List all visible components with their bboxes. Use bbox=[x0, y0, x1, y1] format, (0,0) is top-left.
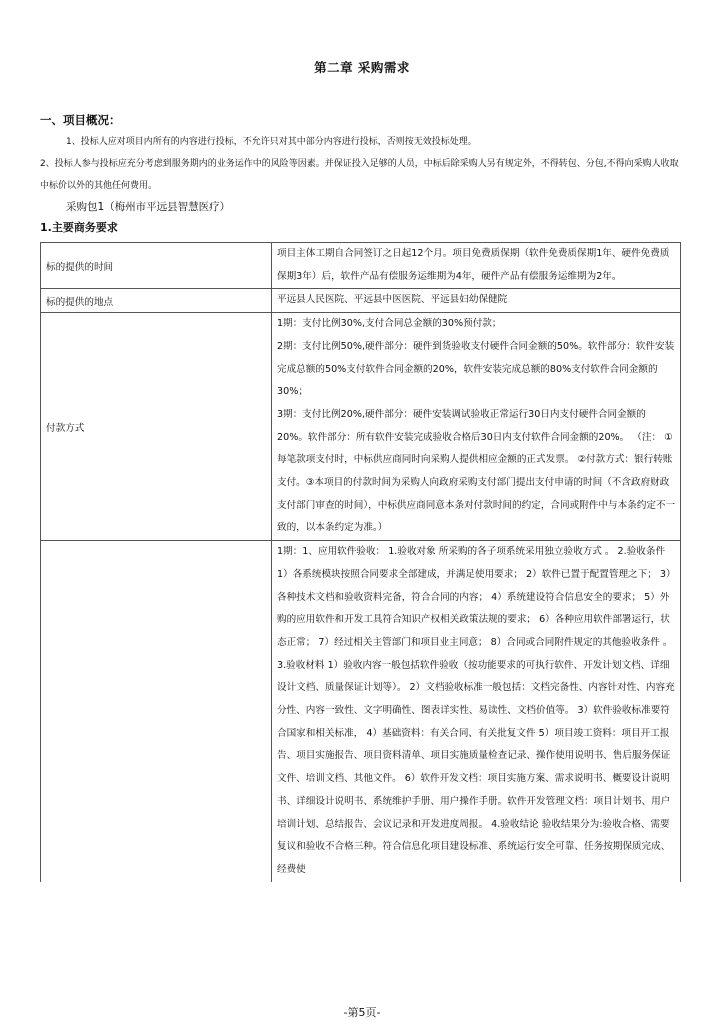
commercial-requirements-table bbox=[40, 242, 681, 882]
chapter-title: 第二章 采购需求 bbox=[314, 60, 410, 75]
page-number: -第5页- bbox=[343, 1006, 381, 1019]
row-label: 付款方式 bbox=[41, 313, 272, 541]
requirements-heading: 1.主要商务要求 bbox=[40, 221, 118, 234]
payment-phase-2: 2期：支付比例50%,硬件部分：硬件到货验收支付硬件合同金额的50%。软件部分：软件安装完成总额的50%支付软件合同金额的20%，软件安装完成总额的80%支付软件合同金额的30%； bbox=[277, 340, 675, 398]
payment-phase-1: 1期：支付比例30%,支付合同总金额的30%预付款； bbox=[277, 318, 502, 330]
row-label: 标的提供的时间 bbox=[41, 243, 272, 289]
paragraph-1: 1、投标人应对项目内所有的内容进行投标，不允许只对其中部分内容进行投标，否则按无效投标处理。 bbox=[66, 137, 477, 147]
row-value: 项目主体工期自合同签订之日起12个月。项目免费质保期（软件免费质保期1年、硬件免费质保期3年）后，软件产品有偿服务运维期为4年，硬件产品有偿服务运维期为2年。 bbox=[272, 243, 681, 289]
row-value bbox=[272, 313, 681, 541]
table-row bbox=[41, 313, 681, 541]
table-row bbox=[41, 289, 681, 313]
row-value: 平远县人民医院、平远县中医医院、平远县妇幼保健院 bbox=[272, 289, 681, 313]
section-heading: 一、项目概况： bbox=[40, 113, 121, 127]
table-row bbox=[41, 243, 681, 289]
row-label: 标的提供的地点 bbox=[41, 289, 272, 313]
payment-phase-3: 3期：支付比例20%,硬件部分：硬件安装调试验收正常运行30日内支付硬件合同金额的20%。软件部分：所有软件安装完成验收合格后30日内支付软件合同金额的20%。 （注： ①每笔款项支付时，中标供应商同时向采购人提供相应金额的正式发票。 ②付款方式：银行转账支付。③本项目的付款时间为采购人向政府采购支付部门提出支付申请的时间（不含政府财政支付部门审查的时间），中标供应商同意本条对付款时间的约定，合同或附件中与本条约定不一致的，以本条约定为准。） bbox=[277, 408, 676, 534]
paragraph-2: 2、投标人参与投标应充分考虑到服务期内的业务运作中的风险等因素。并保证投入足够的人员，中标后除采购人另有规定外，不得转包、分包,不得向采购人收取中标价以外的其他任何费用。 bbox=[40, 159, 679, 191]
table-row bbox=[41, 541, 681, 882]
package-title: 采购包1（梅州市平远县智慧医疗） bbox=[66, 201, 231, 213]
row-value: 1期：1、应用软件验收： 1.验收对象 所采购的各子项系统采用独立验收方式 。 2.验收条件 1）各系统模块按照合同要求全部建成，并满足使用要求； 2）软件已置于配置管理之下； 3）各种技术文档和验收资料完备，符合合同的内容； 4）系统建设符合信息安全的要求； 5）外购的应用软件和开发工具符合知识产权相关政策法规的要求； 6）各种应用软件部署运行，状态正常； 7）经过相关主管部门和项目业主同意； 8）合同或合同附件规定的其他验收条件 。 3.验收材料 1）验收内容一般包括软件验收（按功能要求的可执行软件、开发计划文档、详细设计文档、质量保证计划等）。 2）文档验收标准一般包括：文档完备性、内容针对性、内容充分性、内容一致性、文字明确性、图表详实性、易读性、文档价值等。 3）软件验收标准要符合国家和相关标准， 4）基础资料：有关合同、有关批复文件 5）项目竣工资料：项目开工报告、项目实施报告、项目资料清单、项目实施质量检查记录、操作使用说明书、售后服务保证文件、培训文档、其他文件。 6）软件开发文档：项目实施方案、需求说明书、概要设计说明书、详细设计说明书、系统维护手册、用户操作手册。软件开发管理文档：项目计划书、用户培训计划、总结报告、会议记录和开发进度周报。 4.验收结论 验收结果分为:验收合格、需要复议和验收不合格三种。符合信息化项目建设标准、系统运行安全可靠、任务按期保质完成、经费使 bbox=[272, 541, 681, 882]
row-label bbox=[41, 541, 272, 882]
